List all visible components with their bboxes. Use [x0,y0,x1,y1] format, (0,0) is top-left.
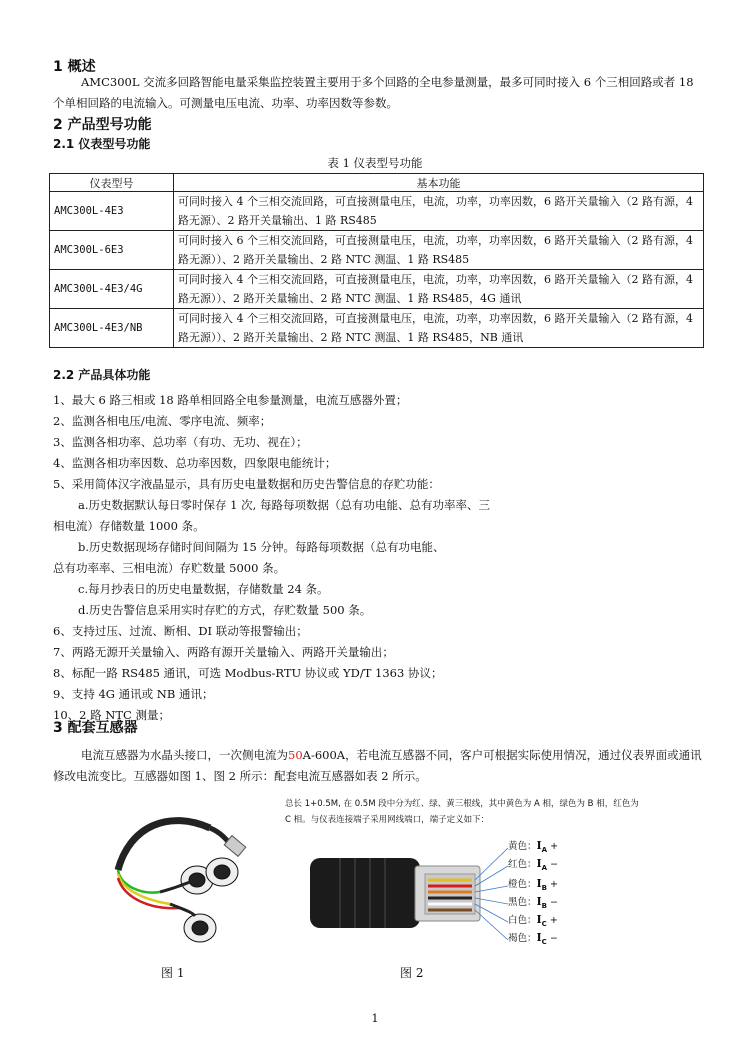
function-cell: 可同时接入 4 个三相交流回路，可直接测量电压，电流，功率，功率因数，6 路开关量输入（2 路有源，4 路无源）、2 路开关量输出、1 路 RS485 [174,192,704,231]
table-row [50,192,704,231]
model-cell: AMC300L-4E3 [50,192,174,231]
list-item: 3、监测各相功率、总功率（有功、无功、视在）； [53,435,308,449]
table-header-row [50,174,704,192]
header-model: 仪表型号 [50,174,174,192]
model-cell: AMC300L-6E3 [50,231,174,270]
current-min-value: 50 [288,748,303,762]
list-item: 10、2 路 NTC 测量； [53,708,170,722]
section-2-2-title: 2.2 产品具体功能 [53,368,151,382]
figure-2-label: 图 2 [400,966,424,980]
list-item: 5、采用简体汉字液晶显示，具有历史电量数据和历史告警信息的存贮功能： [53,477,440,491]
table-1-caption: 表 1 仪表型号功能 [327,156,423,170]
list-item: d.历史告警信息采用实时存贮的方式，存贮数量 500 条。 [78,603,372,617]
header-function: 基本功能 [174,174,704,192]
list-item: 2、监测各相电压/电流、零序电流、频率； [53,414,272,428]
page-number: 1 [371,1012,379,1025]
table-row [50,309,704,348]
model-function-table [49,173,704,348]
function-cell: 可同时接入 4 个三相交流回路，可直接测量电压，电流，功率，功率因数，6 路开关量输入（2 路有源，4 路无源））、2 路开关量输出、2 路 NTC 测温、1 路 RS485，4G 通讯 [174,270,704,309]
function-cell: 可同时接入 6 个三相交流回路，可直接测量电压，电流，功率，功率因数，6 路开关量输入（2 路有源，4 路无源））、2 路开关量输出、2 路 NTC 测温、1 路 RS485 [174,231,704,270]
figure-1-label: 图 1 [161,966,185,980]
wire-label: 褐色：$I_C$ − [508,931,558,946]
model-cell: AMC300L-4E3/4G [50,270,174,309]
wire-label: 橙色：$I_B$ + [508,877,559,892]
section-1-body: AMC300L 交流多回路智能电量采集监控装置主要用于多个回路的全电参量测量，最多可同时接入 6 个三相回路或者 18 个单相回路的电流输入。可测量电压电流、功率、功率因数等参数。 [53,75,694,110]
figure-2-rj45-connector [310,848,510,948]
table-row [50,231,704,270]
table-row [50,270,704,309]
figure-1-current-transformer [100,800,260,950]
list-item: 4、监测各相功率因数、总功率因数，四象限电能统计； [53,456,337,470]
list-item: 9、支持 4G 通讯或 NB 通讯； [53,687,214,701]
list-item: a.历史数据默认每日零时保存 1 次, 每路每项数据（总有功电能、总有功率率、三 [78,498,490,512]
figure-2-note: 总长 1+0.5M, 在 0.5M 段中分为红、绿、黄三根线，其中黄色为 A 相，绿色为 B 相，红色为 C 相。与仪表连接端子采用网线端口，端子定义如下： [285,799,639,825]
list-item: 总有功率率、三相电流）存贮数量 5000 条。 [53,561,286,575]
function-cell: 可同时接入 4 个三相交流回路，可直接测量电压，电流，功率，功率因数，6 路开关量输入（2 路有源，4 路无源））、2 路开关量输出、2 路 NTC 测温、1 路 RS485，NB 通讯 [174,309,704,348]
list-item: 1、最大 6 路三相或 18 路单相回路全电参量测量，电流互感器外置； [53,393,408,407]
section-1-title: 1 概述 [53,59,96,75]
model-cell: AMC300L-4E3/NB [50,309,174,348]
wire-label: 红色：$I_A$ − [508,857,559,872]
section-3-body: 电流互感器为水晶头接口，一次侧电流为50A-600A，若电流互感器不同，客户可根据实际使用情况，通过仪表界面或通讯修改电流变比。互感器如图 1、图 2 所示：配套电流互感器如表 2 所示。 [53,748,702,783]
list-item: 7、两路无源开关量输入、两路有源开关量输入、两路开关量输出； [53,645,394,659]
section-2-1-title: 2.1 仪表型号功能 [53,137,151,151]
section-2-title: 2 产品型号功能 [53,117,152,133]
list-item: 8、标配一路 RS485 通讯，可选 Modbus-RTU 协议或 YD/T 1363 协议； [53,666,443,680]
list-item: 相电流）存储数量 1000 条。 [53,519,205,533]
section-3-title: 3 配套互感器 [53,720,138,736]
list-item: 6、支持过压、过流、断相、DI 联动等报警输出； [53,624,308,638]
list-item: c.每月抄表日的历史电量数据，存储数量 24 条。 [78,582,329,596]
list-item: b.历史数据现场存储时间间隔为 15 分钟。每路每项数据（总有功电能、 [78,540,445,554]
wire-label: 黑色：$I_B$ − [508,895,559,910]
wire-label: 白色：$I_C$ + [508,913,558,928]
feature-list [53,390,703,726]
wire-label: 黄色：$I_A$ + [508,839,559,854]
